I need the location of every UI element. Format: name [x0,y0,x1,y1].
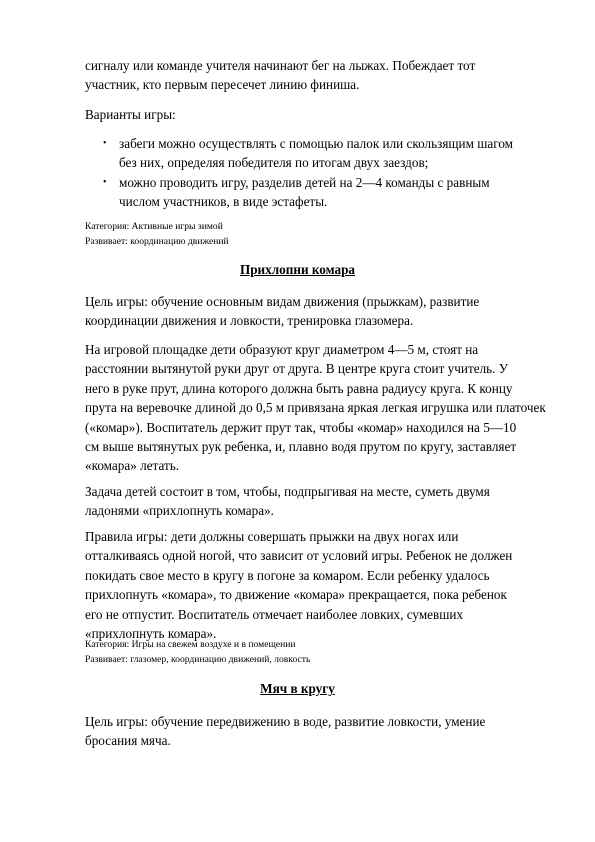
text-line: Задача детей состоит в том, чтобы, подпрыгивая на месте, суметь двумя [85,484,490,499]
bullet-icon: • [103,138,107,149]
text-line: «комара» летать. [85,458,180,474]
text-line: прута на веревочке длиной до 0,5 м привязана яркая легкая игрушка или платочек [85,400,546,416]
text-line: На игровой площадке дети образуют круг диаметром 4—5 м, стоят на [85,342,479,357]
text-line: ладонями «прихлопнуть комара». [85,503,274,519]
category-text: Категория: Игры на свежем воздухе и в помещении [85,639,296,650]
category-meta [85,219,515,249]
category-text: Категория: Активные игры зимой [85,221,223,232]
description-paragraph [85,340,546,476]
variants-label: Варианты игры: [85,107,176,122]
bullet-icon: • [103,176,107,188]
list-item [103,134,513,173]
section-heading [0,679,595,698]
rules-paragraph [85,527,515,643]
text-line: без них, определяя победителя по итогам двух заездов; [119,155,429,171]
section-title: Прихлопни комара [239,262,356,277]
develops-text: Развивает: глазомер, координацию движений, ловкость [85,654,311,665]
text-line: («комар»). Воспитатель держит прут так, чтобы «комар» находился на 5—10 [85,419,517,435]
variants-list [103,134,513,212]
goal-paragraph [85,712,515,751]
text-line: прихлопнуть «комара», то движение «комара» прекращается, пока ребенок [85,587,507,603]
text-line: покидать свое место в кругу в погоне за комаром. Если ребенку удалось [85,567,490,583]
text-line: можно проводить игру, разделив детей на 2—4 команды с равным [119,174,490,190]
text-line: «прихлопнуть комара». [85,626,217,642]
text-line: сигналу или команде учителя начинают бег на лыжах. Побеждает тот [85,58,476,73]
text-line: бросания мяча. [85,733,171,749]
text-line: координации движения и ловкости, тренировка глазомера. [85,313,414,329]
text-line: него в руке прут, длина которого должна быть равна радиусу круга. К концу [85,380,513,396]
category-meta [85,637,515,667]
text-line: Цель игры: обучение основным видам движения (прыжкам), развитие [85,294,480,309]
text-line: расстоянии вытянутой руки друг от друга. В центре круга стоит учитель. У [85,361,509,377]
section-heading [0,260,595,279]
text-line: забеги можно осуществлять с помощью палок или скользящим шагом [119,136,514,151]
text-line: числом участников, в виде эстафеты. [119,194,328,210]
section-title: Мяч в кругу [260,681,335,696]
text-line: его не отпустит. Воспитатель отмечает наиболее ловких, сумевших [85,606,464,622]
text-line: Правила игры: дети должны совершать прыжки на двух ногах или [85,529,459,544]
intro-paragraph [85,56,515,95]
text-line: Цель игры: обучение передвижению в воде, развитие ловкости, умение [85,714,486,729]
list-item [103,173,513,212]
develops-text: Развивает: координацию движений [85,236,229,247]
goal-paragraph [85,292,515,331]
task-paragraph [85,482,515,521]
text-line: см выше вытянутых рук ребенка, и, плавно водя прутом по кругу, заставляет [85,439,517,455]
text-line: участник, кто первым пересечет линию финиша. [85,77,360,93]
text-line: отталкиваясь одной ногой, что зависит от условий игры. Ребенок не должен [85,548,513,564]
